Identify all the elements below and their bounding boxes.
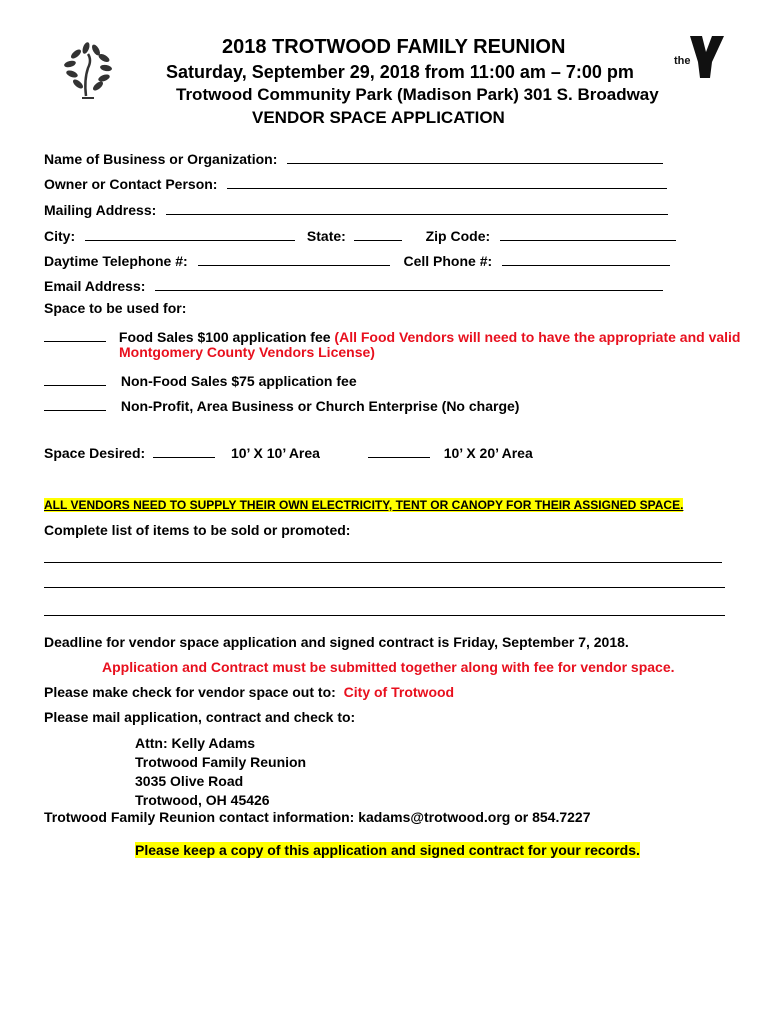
non-food-check-blank[interactable] — [44, 370, 106, 386]
phone-row — [44, 250, 670, 269]
email-field-row — [44, 275, 663, 294]
food-sales-option — [44, 326, 744, 345]
owner-label: Owner or Contact Person: — [44, 176, 218, 192]
mailing-address-block — [135, 734, 306, 810]
space-small-blank[interactable] — [153, 442, 215, 458]
email-input[interactable] — [155, 275, 663, 291]
owner-input[interactable] — [227, 173, 667, 189]
owner-field-row — [44, 173, 667, 192]
business-label: Name of Business or Organization: — [44, 151, 278, 167]
food-vendor-note-cont: Montgomery County Vendors License) — [119, 344, 375, 360]
food-sales-check-blank[interactable] — [44, 326, 106, 342]
event-location: Trotwood Community Park (Madison Park) 301 S. Broadway — [176, 85, 659, 104]
the-y-logo-icon — [672, 34, 728, 80]
state-label: State: — [306, 228, 346, 244]
tree-leaf-logo-icon — [62, 40, 114, 102]
non-food-label: Non-Food Sales $75 application fee — [120, 373, 357, 389]
zip-label: Zip Code: — [425, 228, 491, 244]
mailing-field-row — [44, 199, 668, 218]
business-input[interactable] — [287, 148, 663, 164]
mailing-label: Mailing Address: — [44, 202, 157, 218]
business-field-row — [44, 148, 663, 167]
vendor-supply-notice: ALL VENDORS NEED TO SUPPLY THEIR OWN ELECTRICITY, TENT OR CANOPY FOR THEIR ASSIGNED SPACE. — [44, 498, 684, 512]
space-large-label: 10’ X 20’ Area — [443, 445, 533, 461]
submit-note: Application and Contract must be submitted together along with fee for vendor space. — [102, 659, 675, 675]
logo-text: the — [674, 55, 691, 67]
form-title: VENDOR SPACE APPLICATION — [252, 108, 505, 127]
space-used-label: Space to be used for: — [44, 300, 187, 316]
space-small-label: 10’ X 10’ Area — [230, 445, 320, 461]
address-attn: Attn: Kelly Adams — [135, 735, 256, 751]
space-large-blank[interactable] — [368, 442, 430, 458]
city-input[interactable] — [85, 225, 295, 241]
address-street: 3035 Olive Road — [135, 773, 244, 789]
non-food-option — [44, 370, 357, 389]
daytime-phone-label: Daytime Telephone #: — [44, 253, 188, 269]
address-org: Trotwood Family Reunion — [135, 754, 307, 770]
mail-label: Please mail application, contract and check to: — [44, 709, 356, 725]
space-desired-row — [44, 442, 533, 461]
city-state-zip-row — [44, 225, 676, 244]
cell-phone-label: Cell Phone #: — [403, 253, 493, 269]
city-label: City: — [44, 228, 76, 244]
contact-info: Trotwood Family Reunion contact information: kadams@trotwood.org or 854.7227 — [44, 809, 591, 825]
non-profit-label: Non-Profit, Area Business or Church Enterprise (No charge) — [120, 398, 520, 414]
daytime-phone-input[interactable] — [198, 250, 390, 266]
space-desired-label: Space Desired: — [44, 445, 146, 461]
items-line-2[interactable] — [44, 587, 725, 588]
mailing-input[interactable] — [166, 199, 668, 215]
cell-phone-input[interactable] — [502, 250, 670, 266]
items-line-1[interactable] — [44, 562, 722, 563]
non-profit-option — [44, 395, 519, 414]
deadline-text: Deadline for vendor space application and signed contract is Friday, September 7, 2018. — [44, 634, 629, 650]
email-label: Email Address: — [44, 278, 146, 294]
page-title: 2018 TROTWOOD FAMILY REUNION — [222, 36, 566, 58]
zip-input[interactable] — [500, 225, 676, 241]
event-date: Saturday, September 29, 2018 from 11:00 am – 7:00 pm — [166, 62, 634, 82]
non-profit-check-blank[interactable] — [44, 395, 106, 411]
address-city: Trotwood, OH 45426 — [135, 792, 270, 808]
keep-copy-note: Please keep a copy of this application and signed contract for your records. — [135, 842, 640, 858]
food-sales-label: Food Sales $100 application fee — [118, 329, 331, 345]
state-input[interactable] — [354, 225, 402, 241]
food-vendor-note: (All Food Vendors will need to have the appropriate and valid — [334, 329, 741, 345]
items-line-3[interactable] — [44, 615, 725, 616]
items-list-label: Complete list of items to be sold or promoted: — [44, 522, 351, 538]
check-payee-row — [44, 684, 454, 700]
check-payee: City of Trotwood — [343, 684, 455, 700]
check-label: Please make check for vendor space out to: — [44, 684, 336, 700]
